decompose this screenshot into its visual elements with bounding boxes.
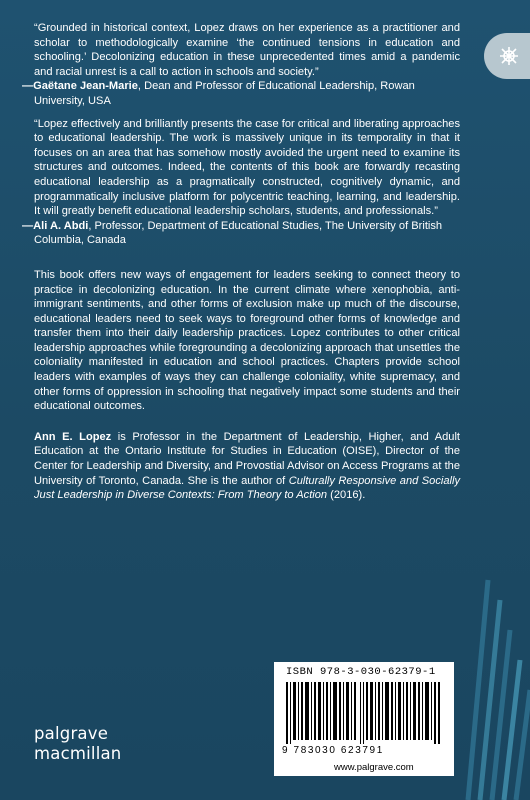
barcode-panel [274, 662, 454, 776]
network-badge [484, 33, 530, 79]
publisher-logo-line2: macmillan [34, 744, 122, 763]
endorsement-1-author: —Gaëtane Jean-Marie [22, 80, 138, 93]
author-bio-text: is Professor in the Department of Leadership, Higher, and Adult Education at the Ontario Institute for Studies in Education (OISE), Director of the Center for Leadership and Diversity, and Provostial Advisor on Access Programs at the University of Toronto, Canada. She is the author of [34, 430, 460, 487]
endorsement-1-affiliation: , Dean and Professor of Educational Leadership, Rowan University, USA [34, 80, 415, 107]
author-name: Ann E. Lopez [34, 430, 112, 443]
endorsement-2-author: —Ali A. Abdi [22, 219, 89, 232]
endorsement-1-text: “Grounded in historical context, Lopez draws on her experience as a practitioner and scholar to methodologically examine ‘the continued tensions in education and schooling.’ Decolonizing education in these unprecedented times amid a pandemic and racial unrest is a call to action in schools and society.” [34, 22, 460, 78]
endorsement-2 [22, 117, 460, 248]
author-bio-end: (2016). [327, 489, 366, 502]
back-cover-text [22, 21, 460, 503]
isbn-text: ISBN 978-3-030-62379-1 [286, 666, 436, 678]
endorsement-1 [22, 21, 460, 109]
barcode-digits: 9 783030 623791 [282, 745, 384, 756]
publisher-logo-line1: palgrave [34, 724, 109, 743]
network-icon [496, 43, 522, 69]
endorsement-1-attribution [22, 79, 460, 108]
endorsement-2-attribution [22, 219, 460, 248]
endorsement-2-text: “Lopez effectively and brilliantly presents the case for critical and liberating approaches to educational leadership. The work is massively unique in its temporality in that it focuses on an area that has somehow mostly avoided the urgent need to examine its structures and outcomes. Indeed, the contents of this book are forwardly recasting educational leadership as a pragmatically constructed, cognitively dynamic, and programmatically inclusive platform for polycentric teaching, learning, and leadership. It will greatly benefit educational leadership scholars, students, and professionals.” [34, 117, 460, 218]
publisher-website: www.palgrave.com [334, 762, 414, 773]
publisher-logo [34, 724, 121, 764]
author-bio [34, 430, 460, 503]
author-previous-book: Culturally Responsive and Socially Just Leadership in Diverse Contexts: From Theory to Action [34, 474, 460, 502]
endorsement-2-affiliation: , Professor, Department of Educational Studies, The University of British Columbia, Canada [34, 219, 443, 247]
barcode-icon [286, 682, 442, 744]
book-description: This book offers new ways of engagement for leaders seeking to connect theory to practice in decolonizing education. In the current climate where xenophobia, anti-immigrant sentiments, and other forms of exclusion make up much of the discourse, educational leaders need to seek ways to foreground other forms of knowledge and transfer them into their daily leadership practices. Lopez contributes to other critical leadership approaches while foregrounding a decolonizing approach that unsettles the coloniality manifested in education and school practices. Chapters provide school leaders with examples of ways they can challenge coloniality, white supremacy, and other forms of oppression in schooling that negatively impact some students and their educational outcomes. [34, 268, 460, 413]
decorative-stripes [460, 560, 530, 800]
